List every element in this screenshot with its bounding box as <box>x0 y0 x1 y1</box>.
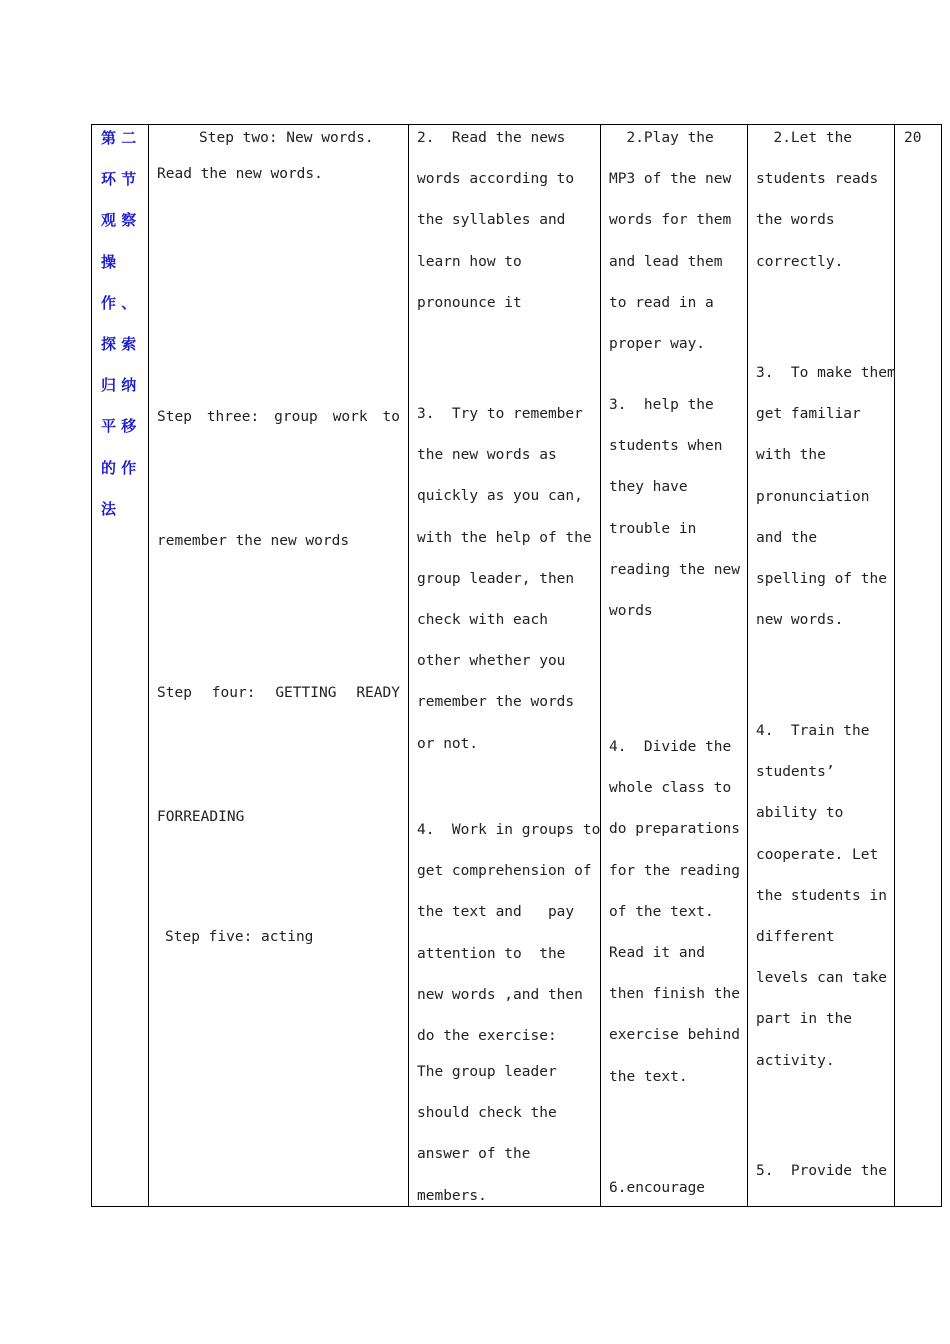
student-step-4-note <box>417 1052 557 1217</box>
step-four-line-1 <box>157 673 400 714</box>
text-line: do preparations <box>609 821 740 838</box>
text-line: 6.encourage <box>609 1180 706 1196</box>
step-two-title: Step two: New words. <box>199 130 374 146</box>
stage-line: 平 移 <box>101 417 137 436</box>
text-line: get familiar <box>756 406 861 423</box>
text-line: cooperate. Let <box>756 846 879 863</box>
text-line: and the <box>756 529 818 546</box>
text-line: words for them <box>609 212 732 229</box>
stage-line: 法 <box>101 499 117 518</box>
text-line: the text and pay <box>417 904 575 921</box>
text-line: answer of the <box>417 1146 531 1163</box>
text-line: should check the <box>417 1105 557 1122</box>
text-line: check with each <box>417 612 548 629</box>
purpose-step-3 <box>756 353 896 641</box>
text-line: attention to the <box>417 945 566 962</box>
time-cell <box>895 125 942 1206</box>
text-line: they have <box>609 479 688 496</box>
purpose-step-4 <box>756 711 887 1082</box>
stage-line: 观 察 <box>101 211 137 230</box>
text-line: 5. Provide the <box>756 1163 887 1179</box>
word: work <box>332 409 368 426</box>
stage-line: 探 索 <box>101 335 137 354</box>
text-line: quickly as you can, <box>417 488 583 505</box>
text-line: whole class to <box>609 780 732 797</box>
teacher-step-4 <box>609 727 740 1098</box>
word: READY <box>356 685 400 702</box>
stage-line: 第 二 <box>101 129 137 147</box>
word: three: <box>206 409 260 426</box>
text-line: reading the new <box>609 561 740 578</box>
student-step-4 <box>417 810 600 1057</box>
activity-cell <box>149 125 408 1206</box>
text-line: proper way. <box>609 336 706 353</box>
text-line: group leader, then <box>417 570 575 587</box>
word: Step <box>157 685 192 702</box>
teacher-step-6 <box>609 1168 705 1209</box>
text-line: MP3 of the new <box>609 171 732 188</box>
purpose-step-5 <box>756 1151 887 1192</box>
text-line: exercise behind <box>609 1027 740 1044</box>
text-line: other whether you <box>417 653 566 670</box>
text-line: pronounce it <box>417 294 522 311</box>
word: four: <box>211 685 256 702</box>
step-four <box>157 591 400 921</box>
teacher-activity-cell <box>601 125 747 1206</box>
text-line: activity. <box>756 1052 835 1069</box>
text-line: The group leader <box>417 1064 557 1080</box>
text-line: the syllables and <box>417 212 566 229</box>
text-line: trouble in <box>609 520 697 537</box>
text-line: 2.Let the <box>756 130 853 146</box>
text-line: different <box>756 929 835 946</box>
word: GETTING <box>275 685 337 702</box>
text-line: students reads <box>756 171 879 188</box>
step-four-line-2: FORREADING <box>157 809 245 826</box>
text-line: 2.Play the <box>609 130 714 146</box>
student-step-3 <box>417 394 592 765</box>
student-activity-cell <box>409 125 600 1206</box>
text-line: do the exercise: <box>417 1028 557 1045</box>
text-line: and lead them <box>609 253 723 270</box>
text-line: spelling of the <box>756 571 887 588</box>
text-line: get comprehension of <box>417 863 592 880</box>
text-line: new words ,and then <box>417 986 583 1003</box>
text-line: words according to <box>417 171 575 188</box>
text-line: correctly. <box>756 253 844 270</box>
text-line: 2. Read the news <box>417 130 566 146</box>
text-line: 3. To make them <box>756 365 896 381</box>
text-line: learn how to <box>417 253 522 270</box>
text-line: with the <box>756 447 826 464</box>
stage-line: 归 纳 <box>101 376 137 395</box>
text-line: part in the <box>756 1011 853 1028</box>
text-line: of the text. <box>609 903 714 920</box>
text-line: students when <box>609 438 723 455</box>
text-line: students’ <box>756 764 835 781</box>
text-line: the text. <box>609 1068 688 1085</box>
text-line: 3. Try to remember <box>417 406 583 422</box>
text-line: for the reading <box>609 862 740 879</box>
text-line: the words <box>756 212 835 229</box>
stage-label <box>101 118 136 530</box>
text-line: 4. Divide the <box>609 739 732 755</box>
text-line: 4. Train the <box>756 723 870 739</box>
teacher-step-2 <box>609 118 731 365</box>
word: to <box>382 409 400 426</box>
text-line: to read in a <box>609 294 714 311</box>
student-step-2 <box>417 118 574 324</box>
text-line: new words. <box>756 612 844 629</box>
text-line: with the help of the <box>417 529 592 546</box>
stage-line: 操 <box>101 252 117 271</box>
word: group <box>274 409 318 426</box>
stage-line: 的 作 <box>101 458 137 477</box>
stage-line: 作 、 <box>101 293 137 312</box>
word: Step <box>157 409 192 426</box>
text-line: then finish the <box>609 986 740 1003</box>
text-line: 3. help the <box>609 397 714 413</box>
purpose-cell <box>748 125 894 1206</box>
text-line: 4. Work in groups to <box>417 822 601 838</box>
step-three-line-1 <box>157 397 400 438</box>
text-line: the new words as <box>417 447 557 464</box>
text-line: pronunciation <box>756 488 870 505</box>
step-five: Step five: acting <box>165 929 314 945</box>
text-line: members. <box>417 1187 487 1204</box>
stage-cell <box>92 125 148 1206</box>
stage-line: 环 节 <box>101 170 137 189</box>
text-line: ability to <box>756 805 844 822</box>
text-line: levels can take <box>756 970 887 987</box>
text-line: remember the words <box>417 694 575 711</box>
text-line: or not. <box>417 735 479 752</box>
step-two-subtitle: Read the new words. <box>157 166 323 182</box>
purpose-step-2 <box>756 118 878 283</box>
lesson-plan-table <box>91 124 942 1207</box>
step-three-line-2: remember the new words <box>157 533 350 550</box>
teacher-step-3 <box>609 385 740 632</box>
time-minutes: 20 <box>904 130 922 146</box>
text-line: Read it and <box>609 945 706 962</box>
text-line: the students in <box>756 887 887 904</box>
text-line: words <box>609 603 653 620</box>
